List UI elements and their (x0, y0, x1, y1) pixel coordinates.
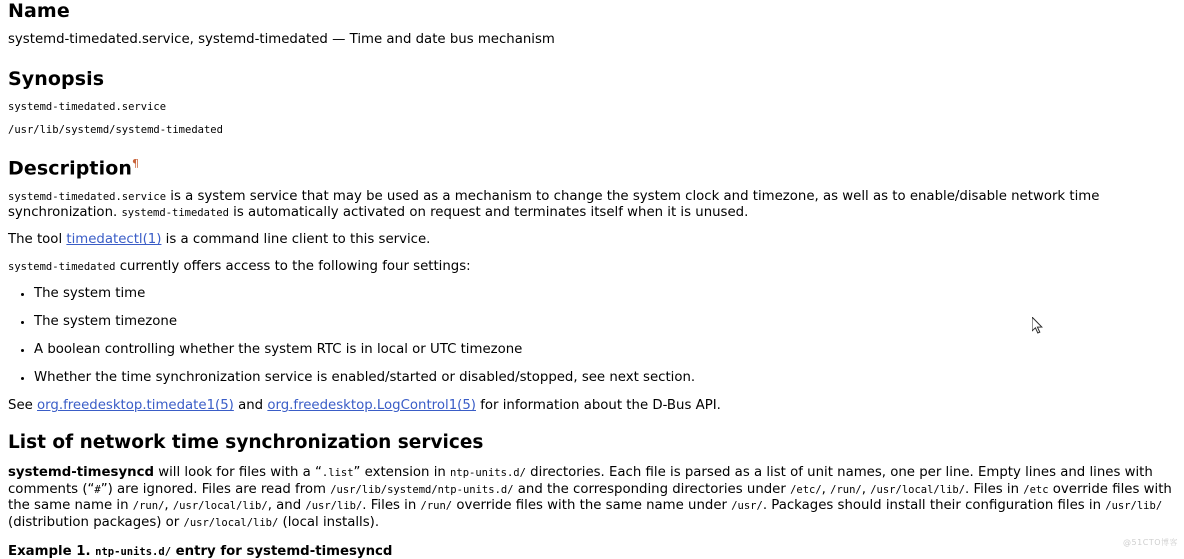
description-heading-text: Description (8, 157, 132, 180)
pilcrow-anchor-icon[interactable]: ¶ (132, 157, 140, 170)
ls-c5: /etc/ (790, 483, 822, 496)
ls-c14: /usr/lib/ (1105, 500, 1163, 513)
example-caption (8, 544, 1176, 559)
synopsis-path-line: /usr/lib/systemd/systemd-timedated (8, 124, 223, 136)
ls-c7: /usr/local/lib/ (870, 483, 966, 496)
ls-c4: /usr/lib/systemd/ntp-units.d/ (330, 483, 514, 496)
watermark-text: @51CTO博客 (1123, 538, 1178, 547)
list-item: • The system time (34, 286, 1176, 302)
sync-services-heading: List of network time synchronization services (8, 432, 484, 454)
logcontrol1-link[interactable]: org.freedesktop.LogControl1(5) (267, 398, 476, 414)
list-item: • Whether the time synchronization service is enabled/started or disabled/stopped, see next section. (34, 370, 1176, 386)
ls-t11: , and (267, 498, 306, 514)
timedatectl-link[interactable]: timedatectl(1) (66, 232, 162, 248)
dbus-api-paragraph (8, 398, 1176, 414)
inline-code-daemon: systemd-timedated (121, 207, 229, 220)
ls-t6: , (821, 481, 831, 497)
ls-t3: directories. Each file is parsed as a list of unit names, one per line. Empty lines and lines with comments (“ (8, 465, 1153, 497)
ls-c3: # (94, 483, 101, 496)
see-text-pre: See (8, 398, 38, 414)
ls-t5: and the corresponding directories under (513, 481, 791, 497)
desc-text-2: is automatically activated on request and terminates itself when it is unused. (228, 205, 749, 221)
ls-c2: ntp-units.d/ (450, 467, 526, 480)
timedate1-link[interactable]: org.freedesktop.timedate1(5) (37, 398, 234, 414)
ls-t12: . Files in (362, 498, 421, 514)
ls-c6: /run/ (830, 483, 862, 496)
ls-c11: /usr/lib/ (305, 500, 363, 513)
name-description: systemd-timedated.service, systemd-timedated — Time and date bus mechanism (8, 32, 555, 47)
ls-t15: (distribution packages) or (8, 514, 184, 530)
example-label: Example 1. (8, 544, 91, 559)
tool-text-post: is a command line client to this service. (161, 232, 431, 248)
ls-t16: (local installs). (278, 514, 380, 530)
description-paragraph-3 (8, 259, 1176, 275)
description-paragraph-2 (8, 232, 1176, 248)
synopsis-unit-line: systemd-timedated.service (8, 101, 167, 113)
inline-code-service: systemd-timedated.service (8, 191, 167, 204)
ls-c1: .list (321, 467, 354, 480)
ls-t10: , (164, 498, 173, 514)
tool-text-pre: The tool (8, 232, 67, 248)
ls-c15: /usr/local/lib/ (183, 516, 279, 529)
list-item: • The system timezone (34, 314, 1176, 330)
desc-text-1: is a system service that may be used as a mechanism to change the system clock and timezone, as well as to enable/disable network time synchronization. (8, 189, 1100, 221)
see-text-post: for information about the D-Bus API. (476, 398, 721, 414)
name-heading: Name (8, 0, 70, 22)
ls-t2: ” extension in (353, 465, 451, 481)
ls-c13: /usr/ (731, 500, 763, 513)
timesyncd-bold: systemd-timesyncd (8, 465, 154, 481)
ls-c12: /run/ (420, 500, 453, 513)
ls-c8: /etc (1023, 483, 1049, 496)
ls-t4: ”) are ignored. Files are read from (100, 481, 331, 497)
ls-t1: will look for files with a “ (154, 465, 322, 481)
ls-c10: /usr/local/lib/ (172, 500, 268, 513)
ls-t13: override files with the same name under (452, 498, 732, 514)
settings-list (8, 286, 1176, 386)
ls-t7: , (861, 481, 871, 497)
ls-t8: . Files in (965, 481, 1024, 497)
settings-intro-text: currently offers access to the following four settings: (115, 259, 471, 275)
example-code: ntp-units.d/ (95, 546, 172, 559)
ls-c9: /run/ (132, 500, 165, 513)
inline-code-daemon-2: systemd-timedated (8, 261, 116, 274)
sync-services-paragraph (8, 465, 1176, 531)
example-rest: entry for systemd-timesyncd (171, 544, 393, 559)
list-item: • A boolean controlling whether the system RTC is in local or UTC timezone (34, 342, 1176, 358)
ls-t9: override files with the same name in (8, 481, 1172, 514)
description-heading (8, 157, 1176, 179)
ls-t14: . Packages should install their configuration files in (762, 498, 1106, 514)
see-text-mid: and (233, 398, 268, 414)
synopsis-heading: Synopsis (8, 68, 105, 90)
description-paragraph-1 (8, 189, 1176, 221)
